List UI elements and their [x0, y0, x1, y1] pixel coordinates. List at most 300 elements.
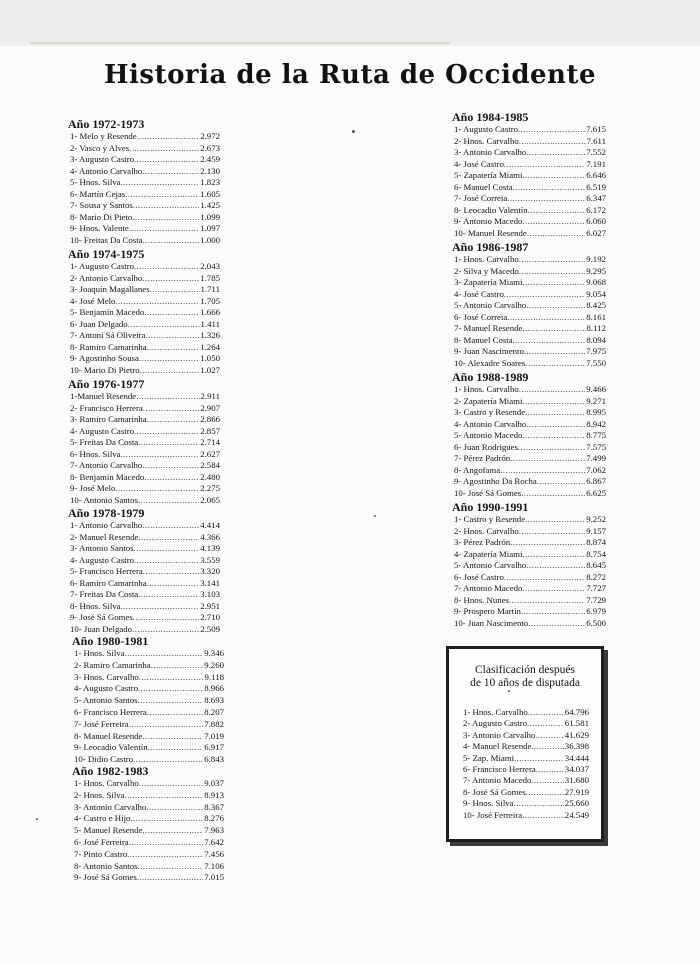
standing-row: [70, 189, 220, 200]
standing-row: [454, 300, 606, 311]
dot-leader: [125, 189, 199, 200]
dot-leader: [143, 235, 200, 246]
team-points: 2.627: [200, 448, 220, 459]
team-points: 9.157: [586, 525, 606, 536]
standing-row: [70, 391, 220, 402]
dot-leader: [133, 612, 199, 623]
team-name: 8- Hnos. Silva: [70, 600, 121, 611]
dot-leader: [507, 312, 585, 323]
team-points: 6.060: [586, 216, 606, 226]
team-points: 8.913: [204, 789, 224, 800]
dot-leader: [147, 707, 203, 718]
team-points: 1.050: [200, 353, 220, 363]
dot-leader: [147, 414, 199, 425]
classification-title-line2: de 10 años de disputada: [470, 677, 580, 689]
dot-leader: [504, 572, 585, 583]
team-points: 2.275: [200, 483, 220, 493]
team-points: 1.326: [200, 330, 220, 340]
standing-row: [70, 353, 220, 364]
dot-leader: [527, 718, 564, 730]
team-points: 2.907: [200, 402, 220, 413]
dot-leader: [522, 549, 585, 560]
team-points: 2.043: [200, 261, 220, 271]
team-name: 2- Francisco Herrera: [70, 402, 143, 413]
team-name: 8- Ramiro Camarinha: [70, 341, 147, 352]
team-points: 7.882: [204, 718, 224, 729]
team-name: 4- José Melo: [70, 295, 116, 306]
classification-row: [463, 798, 589, 810]
team-name: 6- Manuel Costa: [454, 181, 513, 192]
dot-leader: [536, 764, 564, 776]
team-name: 7- Antonio Macedo: [463, 775, 532, 786]
classification-row: [463, 707, 589, 719]
dot-leader: [521, 606, 585, 617]
team-points: 6.500: [586, 617, 606, 628]
standing-row: [70, 601, 220, 612]
dot-leader: [121, 601, 200, 612]
team-points: 7.642: [204, 837, 224, 847]
team-name: 10- José Ferreira: [463, 809, 523, 820]
team-points: 6.979: [586, 606, 606, 616]
team-points: 8.775: [586, 430, 606, 440]
team-name: 8- Benjamin Macedo: [70, 471, 145, 482]
team-name: 3- Ramiro Camarinha: [70, 414, 147, 424]
scan-speck: [36, 818, 38, 820]
dot-leader: [138, 532, 199, 543]
standing-row: [454, 572, 606, 583]
standing-row: [454, 384, 606, 395]
dot-leader: [524, 346, 585, 357]
dot-leader: [129, 719, 203, 730]
dot-leader: [142, 460, 199, 471]
dot-leader: [139, 353, 199, 364]
standing-row: [454, 618, 606, 629]
team-name: 7- Antonio Carvalho: [70, 460, 143, 470]
standing-row: [74, 849, 224, 860]
team-name: 2- Hnos. Carvalho: [454, 525, 519, 536]
team-name: 3- Joaquín Magallanes: [70, 284, 150, 294]
team-name: 7- Manuel Resende: [454, 323, 523, 333]
standing-row: [74, 742, 224, 753]
standing-row: [70, 296, 220, 307]
standing-row: [70, 223, 220, 234]
team-points: 7.499: [586, 453, 606, 463]
team-name: 3- Augusto Castro: [70, 154, 135, 164]
standing-row: [454, 358, 606, 369]
standing-row: [74, 872, 224, 883]
scan-edge-line: [30, 42, 450, 44]
season-heading: Año 1974-1975: [68, 247, 145, 261]
standing-row: [454, 159, 606, 170]
team-points: 7.963: [204, 825, 224, 836]
team-points: 7.106: [204, 860, 224, 871]
team-points: 1.705: [200, 295, 220, 306]
classification-row: [463, 787, 589, 799]
standing-row: [70, 273, 220, 284]
team-name: 2- Augusto Castro: [463, 718, 528, 729]
dot-leader: [146, 802, 203, 813]
team-name: 8- José Sá Gomes: [463, 786, 526, 797]
team-name: 4- Castro e Hijo: [74, 813, 131, 824]
team-points: 6.625: [586, 487, 606, 498]
standing-row: [70, 460, 220, 471]
dot-leader: [526, 560, 585, 571]
standing-row: [70, 449, 220, 460]
team-points: 7.550: [586, 357, 606, 368]
team-points: 4.139: [200, 543, 220, 553]
dot-leader: [133, 200, 199, 211]
dot-leader: [138, 589, 199, 600]
dot-leader: [531, 741, 563, 753]
team-name: 1-Manuel Resende: [70, 391, 137, 401]
team-name: 2- Silva y Macedo: [454, 265, 519, 276]
team-name: 6- Martín Cejas: [70, 188, 126, 199]
dot-leader: [147, 342, 199, 353]
team-name: 3- Hnos. Carvalho: [74, 671, 139, 682]
dot-leader: [526, 300, 585, 311]
dot-leader: [526, 419, 585, 430]
team-name: 5- Freitas Da Costa: [70, 437, 139, 447]
standing-row: [70, 555, 220, 566]
team-name: 1- Melo y Resende: [70, 131, 137, 141]
team-points: 2.065: [200, 494, 220, 505]
team-points: 9.068: [586, 277, 606, 287]
dot-leader: [146, 330, 200, 341]
dot-leader: [526, 787, 564, 799]
team-name: 2- Hnos. Carvalho: [454, 135, 519, 146]
dot-leader: [139, 672, 204, 683]
dot-leader: [522, 810, 564, 822]
standing-row: [74, 837, 224, 848]
team-name: 8- Leocadio Valentín: [454, 204, 528, 215]
standing-row: [454, 346, 606, 357]
standing-row: [454, 442, 606, 453]
team-points: 8.942: [586, 418, 606, 429]
team-name: 1- Hnos. Carvalho: [74, 778, 139, 788]
dot-leader: [510, 453, 585, 464]
team-points: 24.549: [564, 809, 589, 820]
dot-leader: [125, 790, 204, 801]
standing-row: [454, 136, 606, 147]
team-points: 2.911: [200, 391, 220, 401]
team-name: 10- José Sá Gomes: [454, 487, 522, 498]
standing-row: [454, 170, 606, 181]
standing-row: [454, 537, 606, 548]
dot-leader: [518, 124, 585, 135]
team-points: 2.459: [200, 154, 220, 164]
team-points: 2.480: [200, 471, 220, 482]
team-points: 8.161: [586, 311, 606, 322]
team-name: 4- José Castro: [454, 288, 504, 299]
team-points: 8.995: [586, 407, 606, 417]
standing-row: [74, 861, 224, 872]
standing-row: [454, 407, 606, 418]
standing-row: [70, 261, 220, 272]
standing-row: [70, 495, 220, 506]
dot-leader: [138, 683, 203, 694]
dot-leader: [531, 775, 563, 787]
team-name: 8- Angofama: [454, 464, 501, 475]
standing-row: [454, 488, 606, 499]
dot-leader: [128, 319, 200, 330]
team-points: 1.097: [200, 223, 220, 233]
team-name: 5- Hnos. Silva: [70, 177, 121, 187]
team-points: 6.867: [586, 476, 606, 486]
dot-leader: [147, 578, 199, 589]
team-points: 9.295: [586, 265, 606, 276]
team-name: 6- José Correia: [454, 311, 508, 322]
standing-row: [70, 532, 220, 543]
dot-leader: [139, 778, 203, 789]
team-name: 10- Mario Di Pietro: [70, 364, 140, 375]
standing-row: [70, 177, 220, 188]
team-points: 9.271: [586, 395, 606, 406]
team-name: 9- Agostinho Da Rocha: [454, 476, 537, 486]
team-points: 2.509: [200, 623, 220, 634]
scan-speck: [374, 515, 376, 517]
team-name: 9- José Sá Gomes: [70, 612, 133, 622]
team-points: 2.972: [200, 131, 220, 141]
team-points: 6.172: [586, 204, 606, 215]
standing-row: [70, 131, 220, 142]
team-name: 9- Agostinho Sousa: [70, 353, 139, 363]
standing-row: [70, 235, 220, 246]
team-name: 2- Manuel Resende: [70, 531, 139, 542]
classification-row: [463, 764, 589, 776]
team-points: 8.276: [204, 813, 224, 824]
standing-row: [454, 228, 606, 239]
dot-leader: [526, 147, 585, 158]
classification-title: [449, 649, 601, 690]
dot-leader: [522, 396, 585, 407]
dot-leader: [504, 289, 585, 300]
standing-row: [454, 254, 606, 265]
standing-row: [70, 143, 220, 154]
standing-row: [454, 289, 606, 300]
team-name: 4- Antonio Carvalho: [70, 165, 143, 176]
season-heading: Año 1978-1979: [68, 506, 145, 520]
team-name: 9- Hnos. Valente: [70, 223, 129, 233]
team-name: 5- Francisco Herrera: [70, 566, 143, 576]
dot-leader: [142, 731, 203, 742]
season-heading: Año 1984-1985: [452, 110, 529, 124]
team-name: 3- Antonio Santos: [70, 543, 134, 553]
team-points: 31.680: [564, 775, 589, 786]
standing-row: [70, 307, 220, 318]
team-name: 1- Hnos. Carvalho: [454, 254, 519, 264]
team-points: 36.398: [564, 741, 589, 752]
team-points: 1.000: [200, 234, 220, 245]
team-name: 2- Antonio Carvalho: [70, 272, 143, 283]
team-points: 7.015: [204, 872, 224, 883]
standing-row: [74, 660, 224, 671]
standing-row: [70, 330, 220, 341]
standing-row: [74, 790, 224, 801]
standing-row: [70, 319, 220, 330]
dot-leader: [125, 648, 204, 659]
team-points: 2.866: [200, 414, 220, 424]
classification-row: [463, 741, 589, 753]
team-name: 10- Juan Delgado: [70, 623, 133, 634]
team-name: 5- Zapatería Miami: [454, 170, 523, 180]
team-points: 1.711: [200, 284, 220, 294]
dot-leader: [134, 543, 200, 554]
season-heading: Año 1988-1989: [452, 370, 529, 384]
team-name: 9- Antonio Macedo: [454, 216, 523, 226]
dot-leader: [142, 825, 203, 836]
page-title: Historia de la Ruta de Occidente: [103, 60, 596, 90]
team-points: 7.975: [586, 346, 606, 356]
dot-leader: [129, 223, 199, 234]
dot-leader: [500, 465, 585, 476]
standing-row: [454, 266, 606, 277]
standing-row: [70, 365, 220, 376]
standing-row: [74, 802, 224, 813]
team-points: 2.857: [200, 425, 220, 436]
dot-leader: [519, 136, 586, 147]
team-name: 4- Augusto Castro: [70, 425, 135, 436]
dot-leader: [519, 266, 585, 277]
dot-leader: [513, 182, 586, 193]
team-name: 10- Manuel Resende: [454, 227, 527, 238]
team-name: 10- Didio Castro: [74, 754, 134, 765]
team-points: 7.552: [586, 147, 606, 157]
team-name: 1- Hnos. Carvalho: [454, 384, 519, 394]
dot-leader: [528, 618, 585, 629]
team-name: 8- Antonio Santos: [74, 860, 138, 871]
standing-row: [454, 147, 606, 158]
team-points: 25.660: [564, 798, 589, 809]
dot-leader: [151, 660, 203, 671]
dot-leader: [142, 273, 199, 284]
standing-row: [454, 396, 606, 407]
standing-row: [70, 284, 220, 295]
team-points: 27.919: [564, 786, 589, 797]
team-points: 7.729: [586, 594, 606, 605]
team-name: 6- Hnos. Silva: [70, 448, 121, 459]
team-points: 1.264: [200, 341, 220, 352]
dot-leader: [144, 472, 199, 483]
team-name: 1- Antonio Carvalho: [70, 520, 143, 530]
team-points: 1.411: [200, 318, 220, 329]
team-name: 5- Zap. Miami: [463, 752, 515, 763]
dot-leader: [507, 193, 585, 204]
team-points: 2.130: [200, 165, 220, 176]
team-points: 1.605: [200, 188, 220, 199]
standing-row: [454, 323, 606, 334]
team-name: 7- Freitas Da Costa: [70, 589, 139, 599]
season-heading: Año 1986-1987: [452, 240, 529, 254]
standing-row: [74, 695, 224, 706]
season-heading: Año 1982-1983: [72, 764, 149, 778]
standing-row: [454, 312, 606, 323]
dot-leader: [504, 159, 585, 170]
dot-leader: [136, 391, 199, 402]
team-points: 1.425: [200, 200, 220, 210]
team-points: 3.559: [200, 554, 220, 565]
standing-row: [74, 731, 224, 742]
dot-leader: [525, 358, 585, 369]
team-points: 2.951: [200, 600, 220, 611]
dot-leader: [519, 526, 585, 537]
dot-leader: [143, 403, 199, 414]
dot-leader: [138, 695, 204, 706]
team-name: 6- Francisco Herrera: [74, 707, 147, 717]
team-name: 7- José Correia: [454, 193, 508, 203]
team-points: 9.260: [204, 659, 224, 670]
team-name: 7- Sousa y Santos: [70, 200, 133, 210]
team-name: 4- Manuel Resende: [463, 741, 532, 752]
team-name: 5- Antonio Carvalho: [454, 560, 527, 570]
team-name: 10- Antonio Santos: [70, 494, 138, 505]
standing-row: [454, 124, 606, 135]
dot-leader: [525, 407, 585, 418]
dot-leader: [514, 753, 564, 765]
dot-leader: [528, 707, 564, 719]
dot-leader: [528, 205, 586, 216]
team-name: 4- Augusto Castro: [74, 683, 139, 694]
team-name: 10- Alexadre Soares: [454, 357, 526, 368]
team-points: 8.966: [204, 683, 224, 694]
team-points: 1.785: [200, 272, 220, 283]
team-points: 64.796: [564, 707, 589, 717]
team-points: 7.611: [586, 135, 606, 146]
standing-row: [454, 430, 606, 441]
team-name: 1- Castro y Resende: [454, 514, 526, 524]
standing-row: [454, 549, 606, 560]
team-name: 5- Antonio Macedo: [454, 430, 523, 440]
scan-speck: [508, 690, 510, 692]
dot-leader: [527, 228, 585, 239]
team-name: 6- José Ferreira: [74, 837, 129, 847]
team-name: 3- Castro y Resende: [454, 407, 526, 417]
team-points: 34.037: [564, 764, 589, 774]
dot-leader: [115, 483, 199, 494]
standing-row: [74, 719, 224, 730]
team-points: 9.466: [586, 384, 606, 394]
team-points: 8.874: [586, 537, 606, 547]
team-name: 9- Hnos. Silva: [463, 798, 514, 809]
team-name: 3- Pérez Padrón: [454, 537, 511, 547]
team-points: 2.710: [200, 612, 220, 622]
team-points: 1.823: [200, 177, 220, 187]
classification-row: [463, 730, 589, 742]
standing-row: [454, 205, 606, 216]
team-points: 9.054: [586, 288, 606, 299]
team-name: 8- Manuel Resende: [74, 730, 143, 741]
standing-row: [454, 419, 606, 430]
standing-row: [70, 212, 220, 223]
team-points: 1.027: [200, 364, 220, 375]
team-name: 1- Augusto Castro: [454, 124, 519, 134]
classification-title-line1: Clasificación después: [475, 664, 575, 676]
team-name: 6- José Castro: [454, 571, 504, 582]
team-name: 4- Augusto Castro: [70, 554, 135, 565]
team-name: 3- Antonio Carvalho: [454, 147, 527, 157]
team-name: 7- Antonio Macedo: [454, 583, 523, 593]
dot-leader: [130, 813, 203, 824]
team-name: 9- José Melo: [70, 483, 116, 493]
standing-row: [454, 514, 606, 525]
dot-leader: [137, 872, 203, 883]
team-points: 8.207: [204, 707, 224, 717]
season-heading: Año 1990-1991: [452, 500, 529, 514]
dot-leader: [137, 131, 200, 142]
team-name: 8- Manuel Costa: [454, 334, 513, 345]
team-points: 7.575: [586, 441, 606, 452]
dot-leader: [138, 861, 204, 872]
team-name: 2- Vasco y Alves: [70, 142, 130, 153]
